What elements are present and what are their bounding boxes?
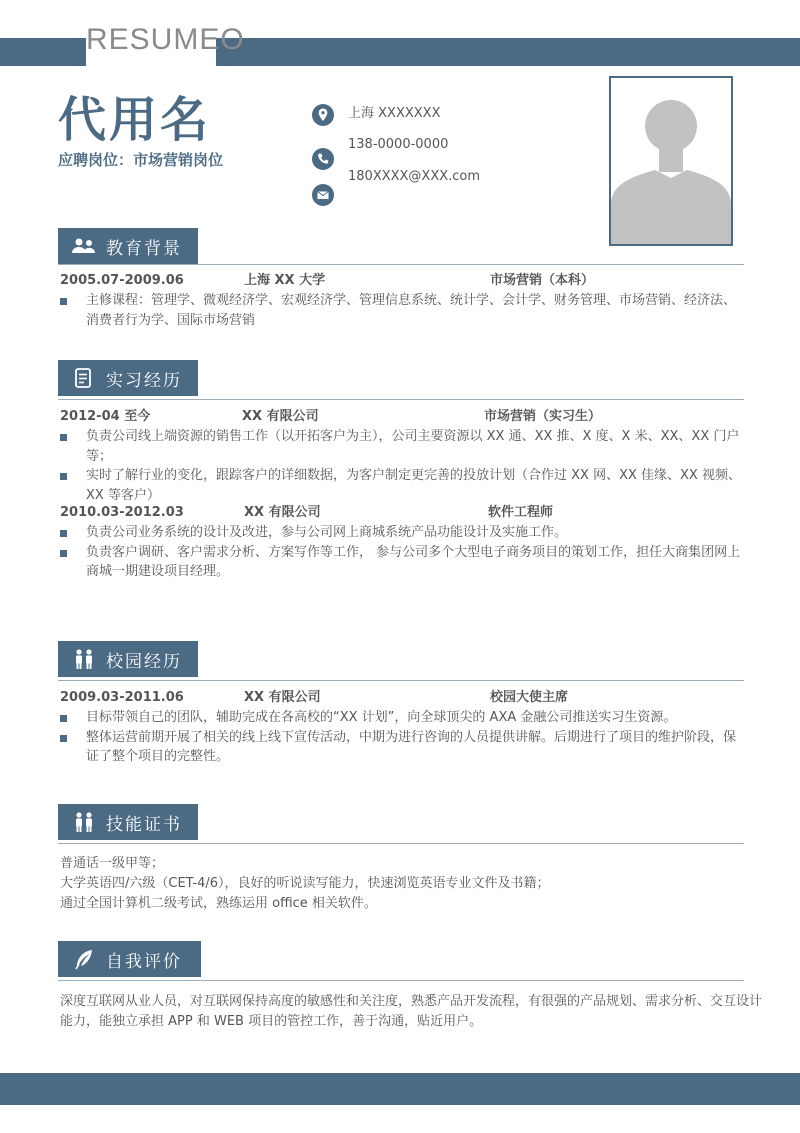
list-item: 负责公司业务系统的设计及改进，参与公司网上商城系统产品功能设计及实施工作。	[58, 523, 748, 543]
mail-icon	[312, 184, 334, 206]
two-people-icon	[70, 811, 98, 833]
section-divider	[58, 980, 744, 981]
two-people-icon	[70, 648, 98, 670]
section-header-skills	[58, 804, 198, 840]
entry-org: 上海 XX 大学	[244, 273, 326, 288]
section-header-self-eval	[58, 941, 201, 977]
section-divider	[58, 843, 744, 844]
bullet-list	[58, 523, 748, 582]
people-icon	[70, 235, 98, 257]
skills-text	[60, 854, 760, 914]
entry-date: 2005.07-2009.06	[60, 273, 184, 288]
bullet-list	[58, 427, 748, 505]
entry-role: 校园大使主席	[490, 690, 569, 705]
entry-date: 2012-04 至今	[60, 409, 151, 424]
feather-icon	[70, 948, 98, 970]
entry-org: XX 有限公司	[244, 690, 321, 705]
list-item: 整体运营前期开展了相关的线上线下宣传活动，中期为进行咨询的人员提供讲解。后期进行了项目的维护阶段，保证了整个项目的完整性。	[58, 728, 748, 767]
section-title: 实习经历	[106, 370, 182, 391]
entry-line	[58, 408, 738, 426]
list-item: 实时了解行业的变化，跟踪客户的详细数据，为客户制定更完善的投放计划（合作过 XX 网、XX 佳缘、XX 视频、XX 等客户）	[58, 466, 748, 505]
contact-phone: 138-0000-0000	[348, 137, 449, 152]
section-title: 校园经历	[106, 651, 182, 672]
section-header-education	[58, 228, 198, 264]
list-item: 负责公司线上端资源的销售工作（以开拓客户为主），公司主要资源以 XX 通、XX 推、X 度、X 米、XX、XX 门户等；	[58, 427, 748, 466]
entry-role: 市场营销（本科）	[490, 273, 595, 288]
contact-location: 上海 XXXXXXX	[348, 106, 441, 121]
skill-line: 大学英语四/六级（CET-4/6），良好的听说读写能力，快速浏览英语专业文件及书籍；	[60, 876, 550, 891]
entry-role: 软件工程师	[488, 505, 554, 520]
phone-icon	[312, 148, 334, 170]
section-divider	[58, 264, 744, 265]
person-silhouette-icon	[611, 78, 731, 244]
section-header-internship	[58, 360, 198, 396]
bottom-bar	[0, 1073, 800, 1105]
skill-line: 通过全国计算机二级考试，熟练运用 office 相关软件。	[60, 896, 377, 911]
entry-role: 市场营销（实习生）	[484, 409, 602, 424]
section-divider	[58, 680, 744, 681]
entry-org: XX 有限公司	[242, 409, 319, 424]
bullet-list	[58, 708, 748, 767]
applied-position: 应聘岗位：市场营销岗位	[58, 151, 224, 169]
list-item: 负责客户调研、客户需求分析、方案写作等工作， 参与公司多个大型电子商务项目的策划工作，担任大商集团网上商城一期建设项目经理。	[58, 543, 748, 582]
section-title: 技能证书	[106, 814, 182, 835]
list-item: 目标带领自己的团队，辅助完成在各高校的“XX 计划”，向全球顶尖的 AXA 金融公司推送实习生资源。	[58, 708, 748, 728]
document-icon	[70, 367, 98, 389]
entry-org: XX 有限公司	[244, 505, 321, 520]
entry-date: 2009.03-2011.06	[60, 690, 184, 705]
entry-date: 2010.03-2012.03	[60, 505, 184, 520]
entry-line	[58, 272, 738, 290]
section-header-campus	[58, 641, 198, 677]
skill-line: 普通话一级甲等；	[60, 856, 165, 871]
contact-email: 180XXXX@XXX.com	[348, 169, 481, 184]
profile-photo	[609, 76, 733, 246]
section-title: 教育背景	[106, 238, 182, 259]
candidate-name: 代用名	[58, 92, 212, 148]
self-eval-text: 深度互联网从业人员，对互联网保持高度的敏感性和关注度，熟悉产品开发流程，有很强的产品规划、需求分析、交互设计能力，能独立承担 APP 和 WEB 项目的管控工作，善于沟通，贴近用户。	[60, 994, 763, 1029]
entry-line	[58, 504, 738, 522]
contact-block	[312, 102, 572, 212]
resume-wordmark: RESUMEO	[86, 18, 216, 66]
list-item: 主修课程：管理学、微观经济学、宏观经济学、管理信息系统、统计学、会计学、财务管理、市场营销、经济法、消费者行为学、国际市场营销	[58, 291, 748, 330]
entry-line	[58, 689, 738, 707]
section-divider	[58, 399, 744, 400]
section-title: 自我评价	[106, 951, 182, 972]
location-pin-icon	[312, 104, 334, 126]
bullet-list	[58, 291, 748, 330]
